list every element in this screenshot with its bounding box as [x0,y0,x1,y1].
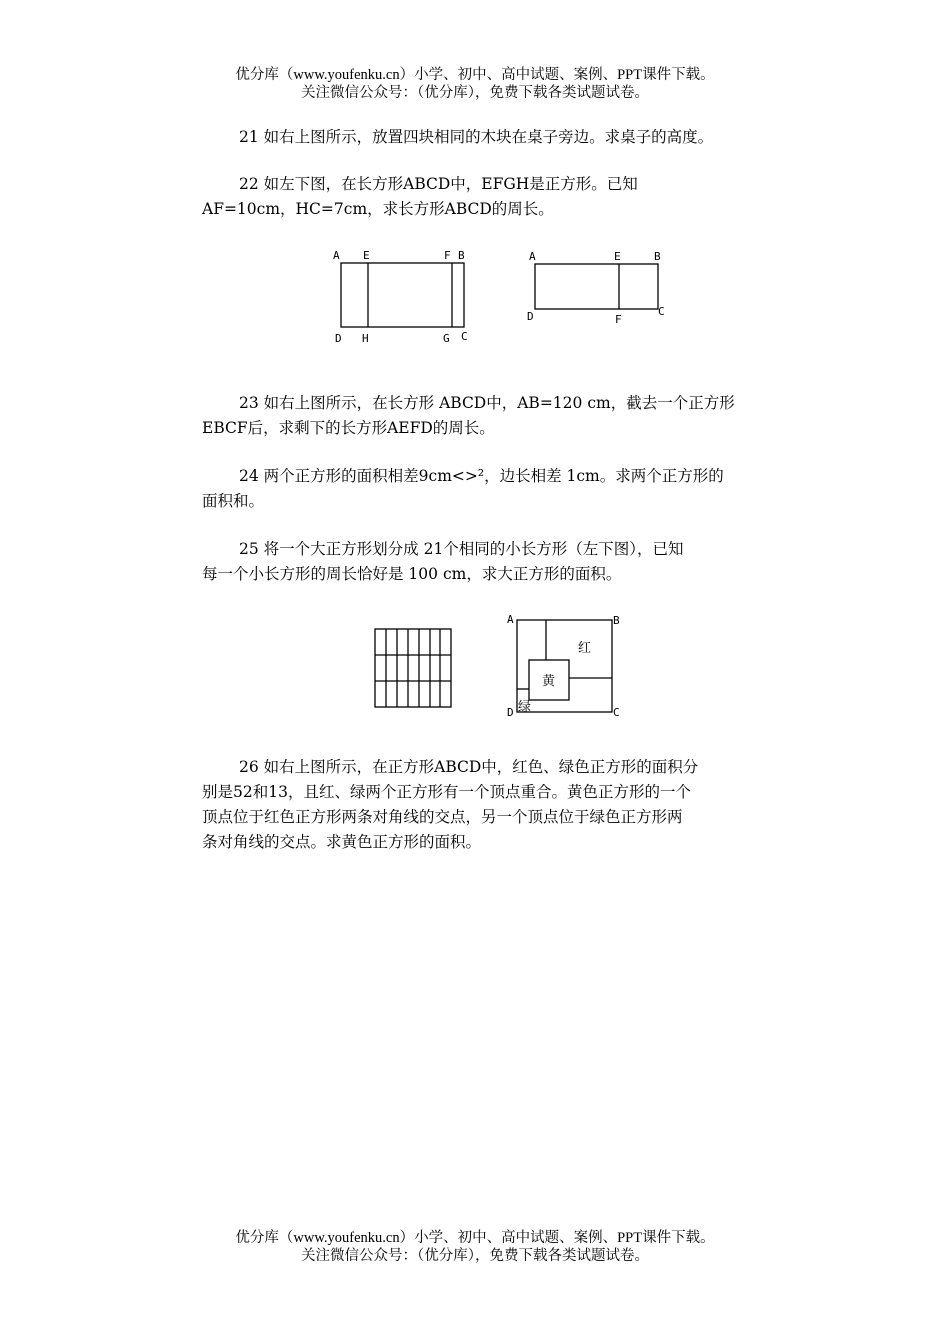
rect-abcd [535,264,658,309]
question-25 [202,537,814,587]
label-g: G [443,332,450,345]
question-23 [202,391,814,441]
label-f: F [444,249,451,262]
header-line-1: 优分库（www.youfenku.cn）小学、初中、高中试题、案例、PPT课件下载。 [235,67,715,83]
label-c: C [461,330,468,343]
label-e: E [614,250,621,263]
header-line-2: 关注微信公众号：（优分库），免费下载各类试题试卷。 [301,85,649,101]
question-24-line-1: 24 两个正方形的面积相差9cm<>²，边长相差 1cm。求两个正方形的 [239,467,724,485]
label-red: 红 [578,641,592,656]
label-d: D [335,332,342,345]
question-26-line-3: 顶点位于红色正方形两条对角线的交点，另一个顶点位于绿色正方形两 [202,808,683,826]
question-24 [202,464,814,514]
label-b: B [654,250,661,263]
figure-colored-squares [503,612,633,722]
question-23-line-2: EBCF后，求剩下的长方形AEFD的周长。 [202,419,495,437]
question-22-line-1: 22 如左下图，在长方形ABCD中，EFGH是正方形。已知 [239,175,638,193]
question-22 [202,172,814,222]
label-a: A [333,249,340,262]
label-f: F [615,313,622,326]
label-e: E [363,249,370,262]
square-abcd [517,620,612,712]
figure-rect-ebcf [520,246,680,326]
label-d: D [507,706,514,719]
question-23-line-1: 23 如右上图所示，在长方形 ABCD中，AB=120 cm，截去一个正方形 [239,394,735,412]
label-a: A [529,250,536,263]
rect-abcd [341,263,464,327]
question-25-line-1: 25 将一个大正方形划分成 21个相同的小长方形（左下图），已知 [239,540,684,558]
label-yellow: 黄 [542,674,556,689]
question-24-line-2: 面积和。 [202,492,265,510]
figure-21-rectangles [374,628,454,710]
question-21 [202,125,814,150]
footer-line-2: 关注微信公众号：（优分库），免费下载各类试题试卷。 [301,1248,649,1264]
question-22-line-2: AF=10cm，HC=7cm，求长方形ABCD的周长。 [202,200,554,218]
question-26-line-1: 26 如右上图所示，在正方形ABCD中，红色、绿色正方形的面积分 [239,758,699,776]
figure-rect-efgh [325,244,485,350]
question-26 [202,755,814,855]
label-b: B [613,614,620,627]
question-26-line-4: 条对角线的交点。求黄色正方形的面积。 [202,833,482,851]
label-a: A [507,613,514,626]
label-green: 绿 [518,700,532,715]
label-b: B [458,249,465,262]
question-25-line-2: 每一个小长方形的周长恰好是 100 cm，求大正方形的面积。 [202,565,622,583]
question-21-text: 21 如右上图所示，放置四块相同的木块在桌子旁边。求桌子的高度。 [239,128,714,146]
question-26-line-2: 别是52和13，且红、绿两个正方形有一个顶点重合。黄色正方形的一个 [202,783,691,801]
label-d: D [527,310,534,323]
label-c: C [658,305,665,318]
footer-line-1: 优分库（www.youfenku.cn）小学、初中、高中试题、案例、PPT课件下载。 [235,1230,715,1246]
label-h: H [362,332,369,345]
label-c: C [613,706,620,719]
